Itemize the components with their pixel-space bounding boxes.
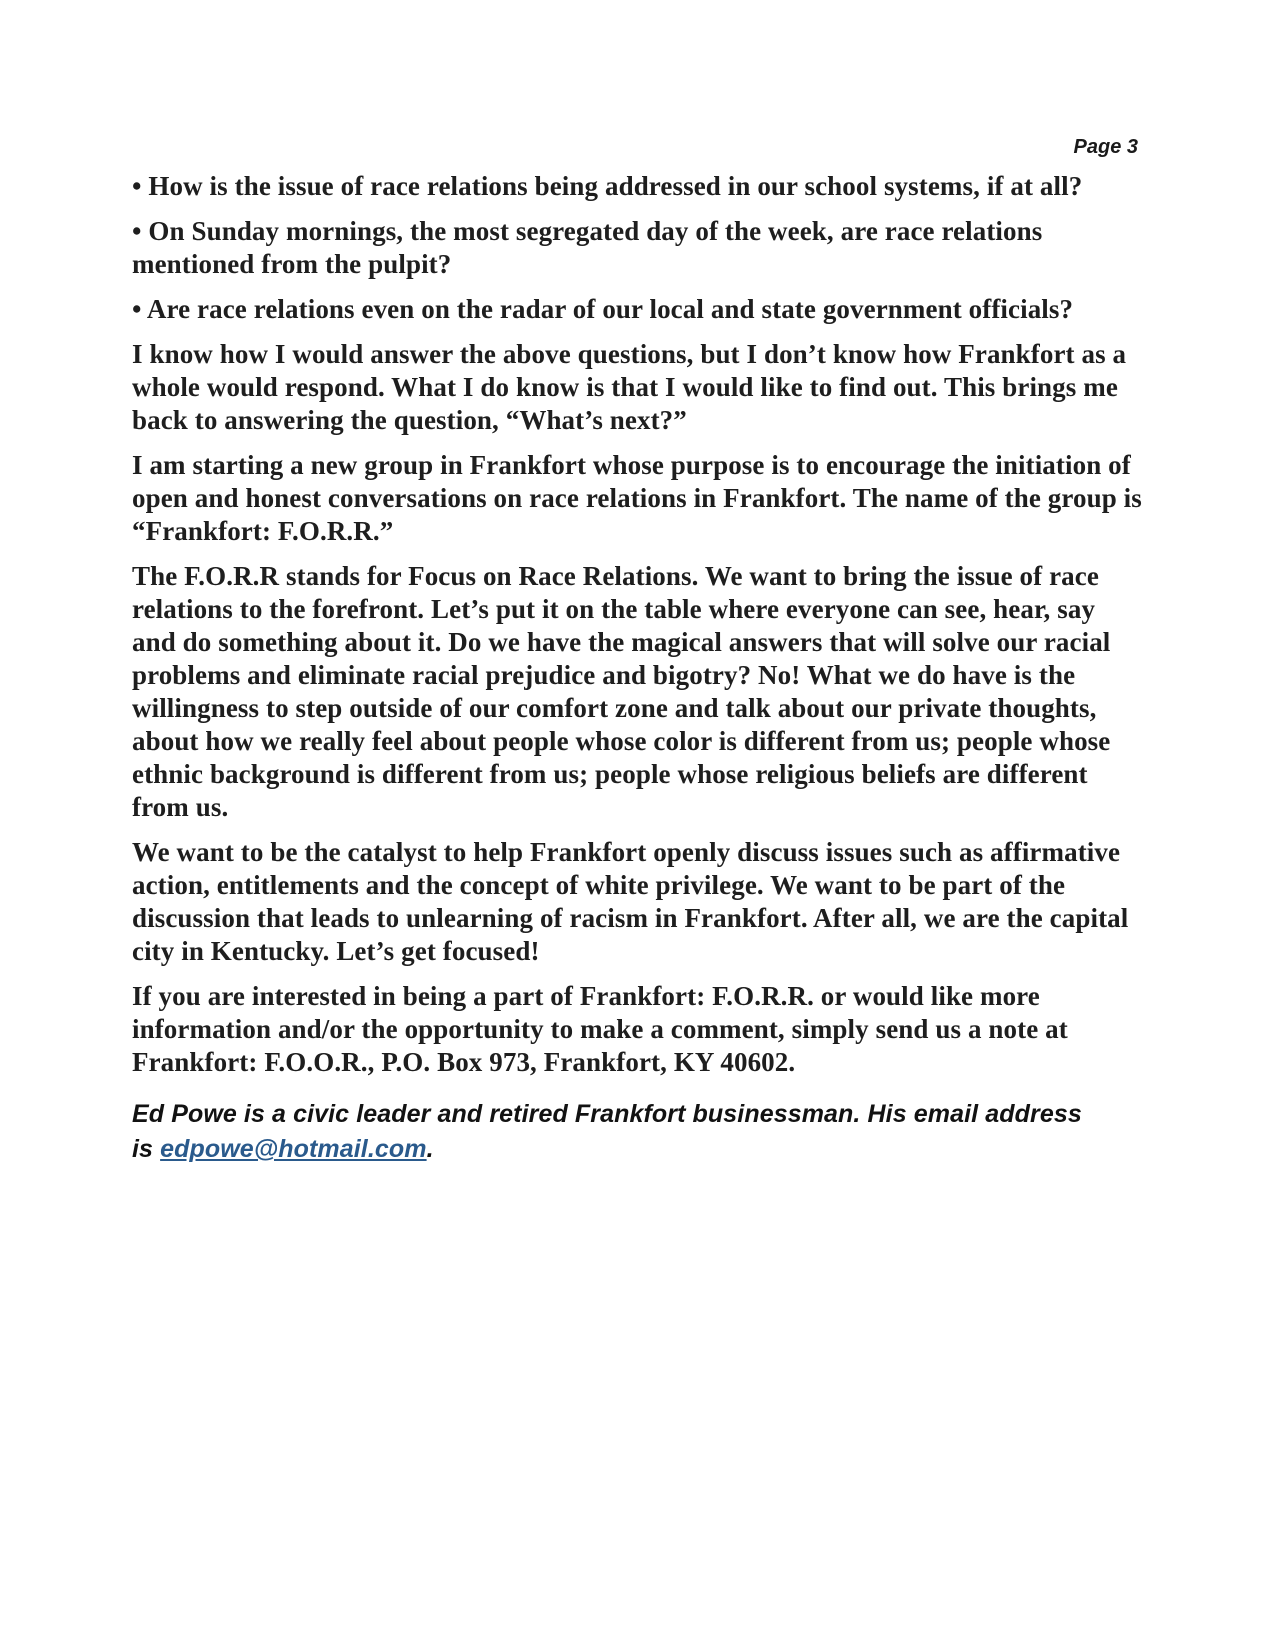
byline-period: .	[426, 1135, 434, 1163]
email-link[interactable]: edpowe@hotmail.com	[160, 1135, 427, 1163]
paragraph-contact: If you are interested in being a part of Frankfort: F.O.R.R. or would like more information and/or the opportunity to make a comment, simply send us a note at Frankfort: F.O.O.R., P.O. Box 973, Frankfort, KY 40602.	[132, 981, 1068, 1077]
paragraph-answer-questions: I know how I would answer the above questions, but I don’t know how Frankfort as a whole would respond. What I do know is that I would like to find out. This brings me back to answering the question, “What’s next?”	[132, 339, 1127, 435]
bullet-question-schools: • How is the issue of race relations being addressed in our school systems, if at all?	[132, 171, 1083, 201]
bullet-question-pulpit: • On Sunday mornings, the most segregated day of the week, are race relations mentioned from the pulpit?	[132, 216, 1043, 279]
paragraph-forr-meaning: The F.O.R.R stands for Focus on Race Relations. We want to bring the issue of race relations to the forefront. Let’s put it on the table where everyone can see, hear, say and do something about it. Do we have the magical answers that will solve our racial problems and eliminate racial prejudice and bigotry? No! What we do have is the willingness to step outside of our comfort zone and talk about our private thoughts, about how we really feel about people whose color is different from us; people whose ethnic background is different from us; people whose religious beliefs are different from us.	[132, 561, 1111, 822]
author-byline	[132, 1097, 1092, 1167]
article-body	[132, 170, 1142, 1167]
paragraph-new-group: I am starting a new group in Frankfort whose purpose is to encourage the initiation of open and honest conversations on race relations in Frankfort. The name of the group is “Frankfort: F.O.R.R.”	[132, 450, 1142, 546]
page-number: Page 3	[1073, 136, 1138, 158]
paragraph-catalyst: We want to be the catalyst to help Frankfort openly discuss issues such as affirmative action, entitlements and the concept of white privilege. We want to be part of the discussion that leads to unlearning of racism in Frankfort. After all, we are the capital city in Kentucky. Let’s get focused!	[132, 837, 1129, 966]
byline-text: Ed Powe is a civic leader and retired Frankfort businessman. His email address is	[132, 1100, 1082, 1163]
bullet-question-government: • Are race relations even on the radar of our local and state government officials?	[132, 294, 1074, 324]
